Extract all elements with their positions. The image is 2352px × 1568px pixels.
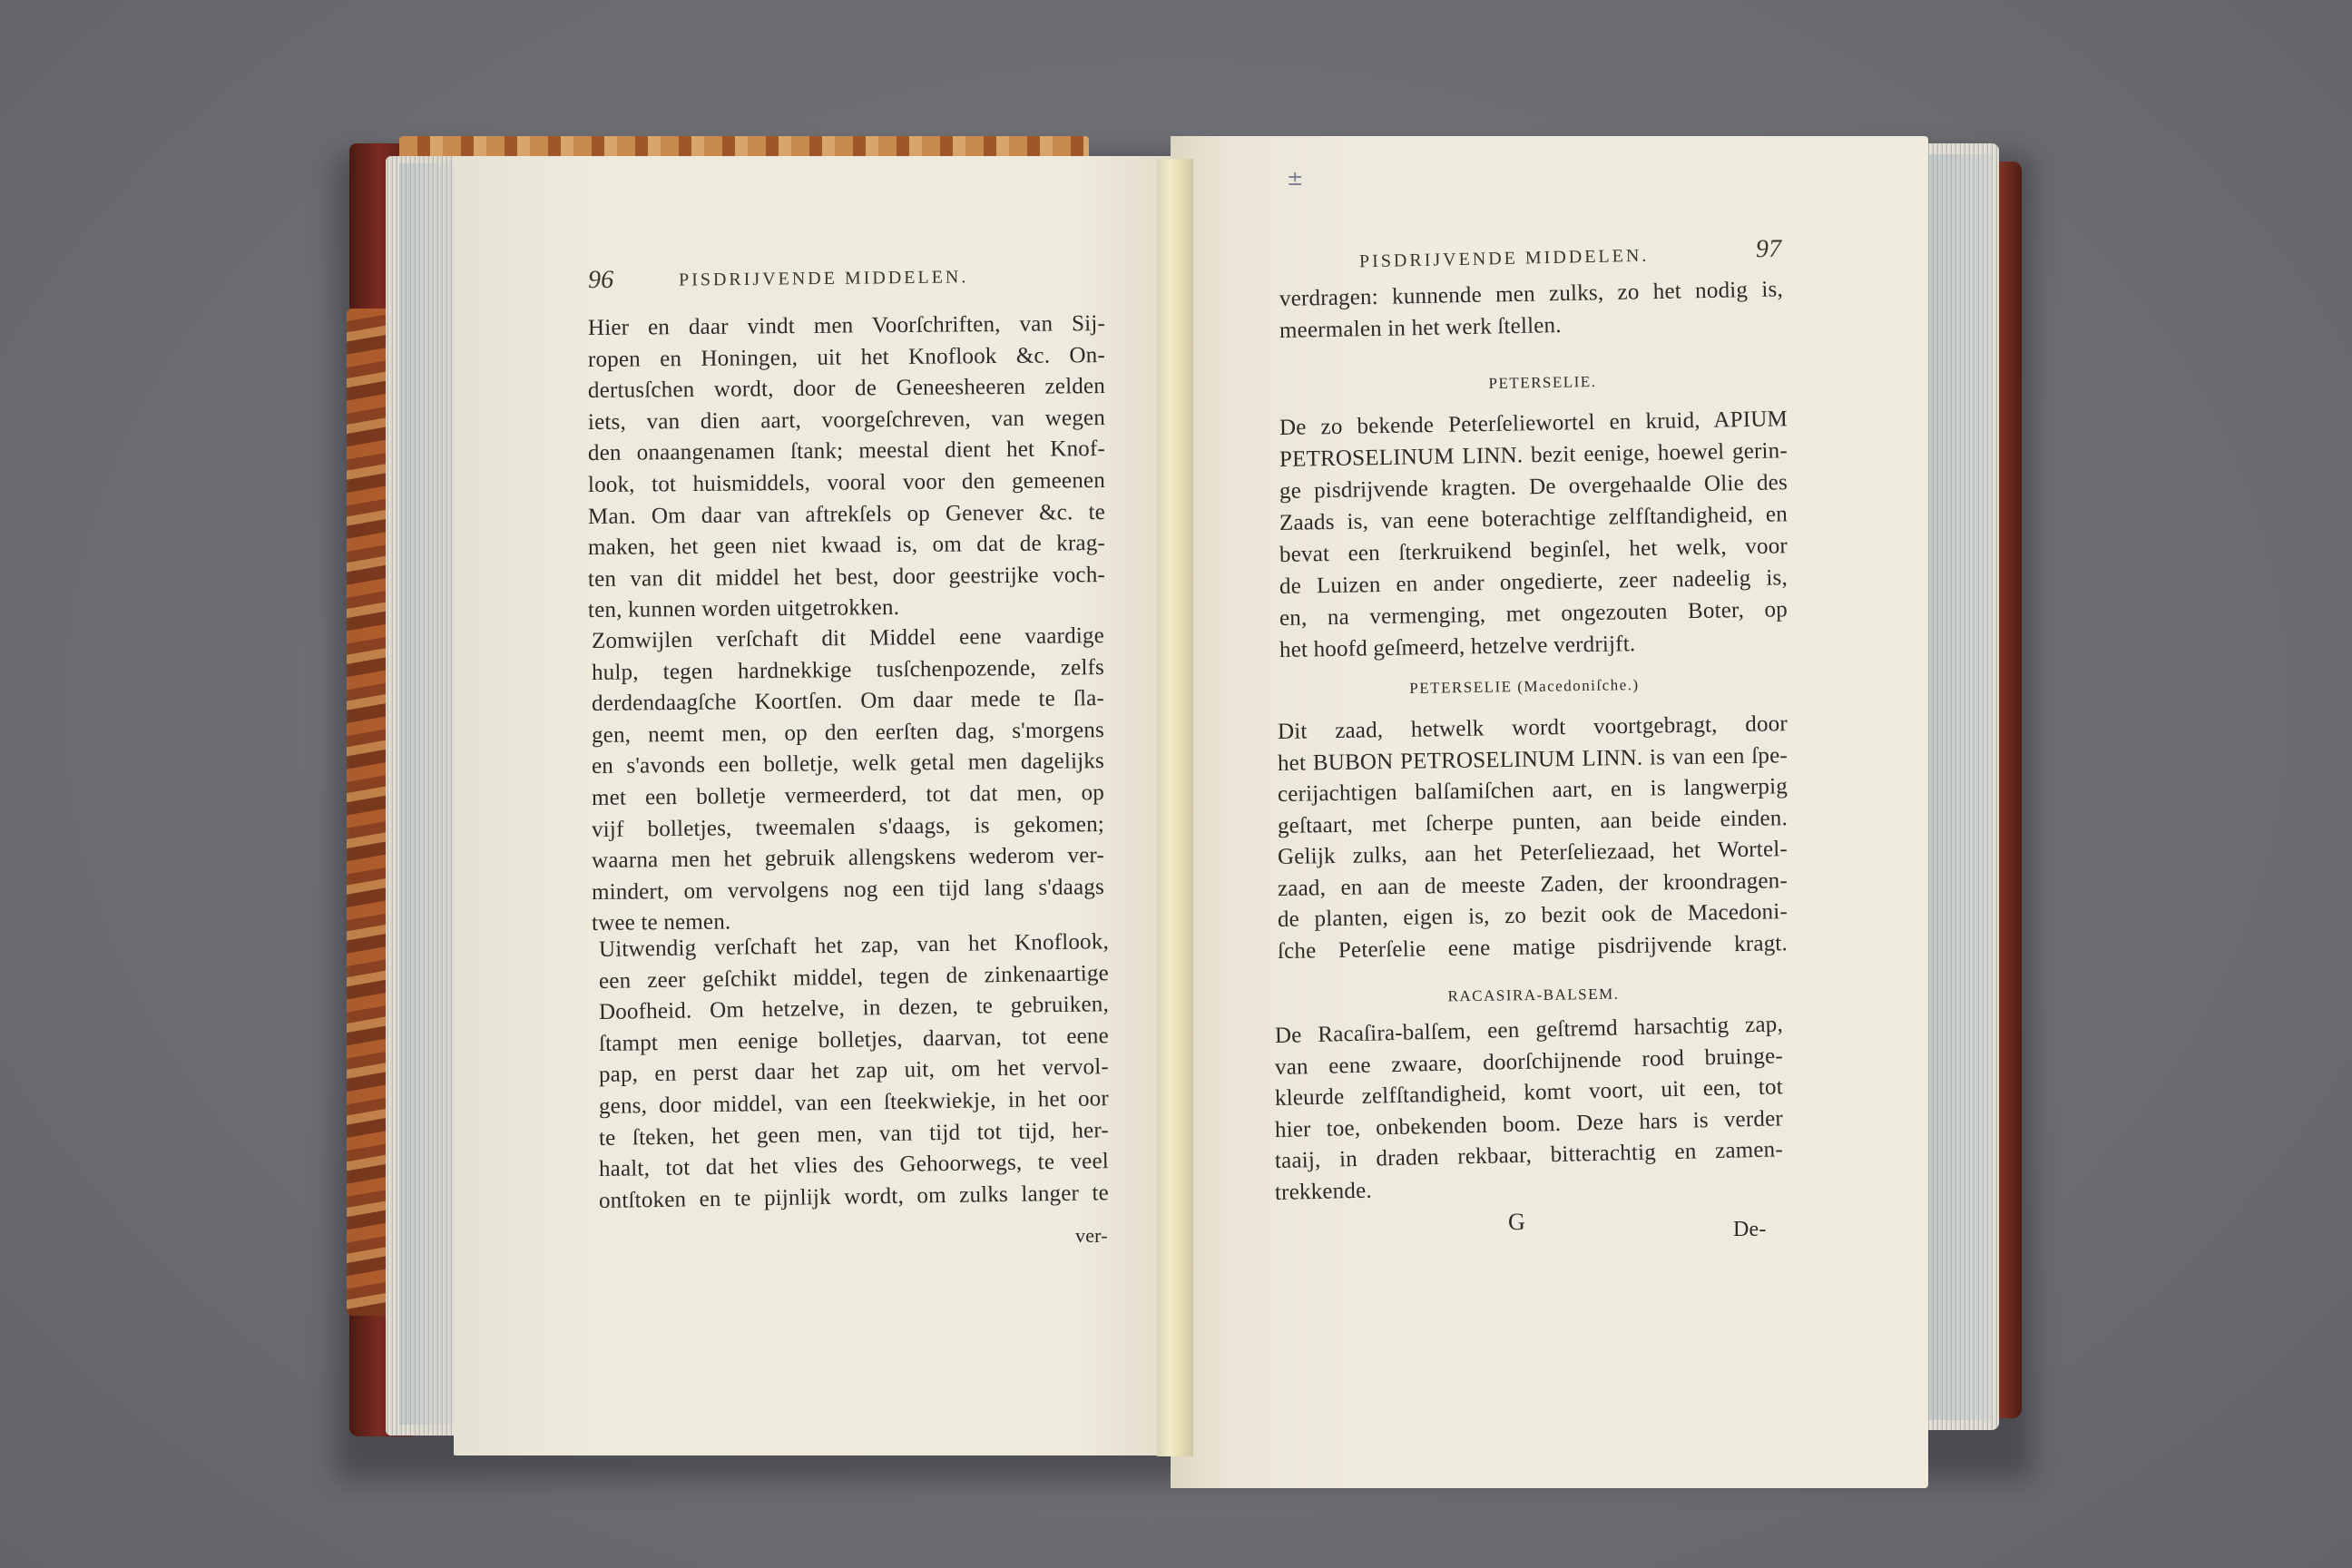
text-line: Zomwijlen verſchaft dit Middel eene vaardige [591,623,1105,653]
text-line: ſtampt men eenige bolletjes, daarvan, tot eene [598,1023,1110,1056]
text-line: Doofheid. Om hetzelve, in dezen, te gebruiken, [598,992,1110,1025]
text-line: en, na vermenging, met ongezouten Boter, op [1279,597,1788,631]
text-line: meermalen in het werk ſtellen. [1279,313,1562,343]
text-line: met een bolletje vermeerderd, tot dat men, op [591,780,1105,810]
text-line: mindert, om vervolgens nog een tijd lang s'daags [591,874,1105,905]
text-line: geſtaart, met ſcherpe punten, aan beide einden. [1277,805,1788,838]
right-catchword: De- [1733,1218,1767,1241]
right-running-head: PISDRIJVENDE MIDDELEN. [1358,245,1650,272]
text-line: twee te nemen. [591,909,731,936]
text-line: het BUBON PETROSELINUM LINN. is van een ſpe- [1277,742,1788,776]
pencil-mark: ± [1287,168,1304,191]
text-line: ge pisdrijvende kragten. De overgehaalde Olie des [1279,470,1788,504]
text-line: haalt, tot dat het vlies des Gehoorwegs, te veel [598,1149,1110,1182]
signature-mark: G [1508,1209,1525,1235]
left-cover-marbling [347,309,390,1316]
text-line: look, tot huismiddels, vooral voor den gemeenen [587,468,1106,497]
text-line: De Racaſira-balſem, een geſtremd harsachtig zap, [1274,1012,1784,1048]
left-page-number: 96 [587,265,614,295]
text-line: pap, en perst daar het zap uit, om het vervol- [598,1054,1110,1088]
text-line: ſche Peterſelie eene matige pisdrijvende kragt. [1277,930,1788,964]
text-line: ropen en Honingen, uit het Knoflook &c. On- [587,342,1106,372]
left-running-head: PISDRIJVENDE MIDDELEN. [678,267,969,290]
text-line: cerijachtigen balſamiſchen aart, en is langwerpig [1277,774,1788,807]
section-heading: PETERSELIE. [1488,372,1597,393]
text-line: de planten, eigen is, zo bezit ook de Macedoni- [1277,899,1788,932]
text-line: zaad, en aan de meeste Zaden, der kroondragen- [1277,867,1788,901]
text-line: De zo bekende Peterſeliewortel en kruid, APIUM [1279,407,1788,440]
text-line: trekkende. [1274,1178,1373,1205]
text-line: ten van dit middel het best, door geestrijke voch- [587,562,1106,592]
text-line: maken, het geen niet kwaad is, om dat de krag- [587,531,1106,561]
text-line: Gelijk zulks, aan het Peterſeliezaad, het Wortel- [1277,837,1788,869]
section-heading: PETERSELIE (Macedoniſche.) [1409,676,1640,697]
text-line: dertusſchen wordt, door de Geneesheeren zelden [587,374,1106,404]
text-line: ten, kunnen worden uitgetrokken. [587,595,900,623]
section-heading: RACASIRA-BALSEM. [1447,985,1620,1005]
text-line: PETROSELINUM LINN. bezit eenige, hoewel gerin- [1279,438,1788,472]
text-line: hulp, tegen hardnekkige tusſchenpozende, zelfs [591,654,1105,685]
text-line: taaij, in draden rekbaar, bitterachtig en zamen- [1274,1137,1784,1173]
right-page-edges-tint [1928,154,1992,1420]
text-line: Zaads is, van eene boterachtige zelfſtandigheid, en [1279,502,1788,535]
text-line: bevat een ſterkruikend beginſel, het welk, voor [1279,534,1788,567]
text-line: waarna men het gebruik allengskens wederom ver- [591,843,1105,874]
text-line: een zeer geſchikt middel, tegen de zinkenaartige [598,960,1110,994]
left-catchword: ver- [1075,1224,1108,1247]
text-line: en s'avonds een bolletje, welk getal men dagelijks [591,749,1105,779]
text-line: de Luizen en ander ongedierte, zeer nadeelig is, [1279,565,1788,599]
text-line: den onaangenamen ſtank; meestal dient het Knof- [587,436,1106,466]
text-line: Uitwendig verſchaft het zap, van het Knoflook, [598,929,1110,962]
left-page-edges-tint [399,163,454,1425]
text-line: vijf bolletjes, tweemalen s'daags, is gekomen; [591,811,1105,842]
text-line: Hier en daar vindt men Voorſchriften, van Sij- [587,311,1106,340]
text-line: Dit zaad, hetwelk wordt voortgebragt, door [1277,711,1788,744]
text-line: Man. Om daar van aftrekſels op Genever &c. te [587,499,1106,529]
text-line: kleurde zelfſtandigheid, komt voort, uit een, tot [1274,1074,1784,1111]
text-line: van eene zwaare, doorſchijnende rood bruinge- [1274,1043,1784,1080]
text-line: derdendaagſche Koortſen. Om daar mede te ſla- [591,686,1105,717]
text-line: het hoofd geſmeerd, hetzelve verdrijft. [1279,632,1636,662]
text-line: iets, van dien aart, voorgeſchreven, van wegen [587,405,1106,435]
text-line: gens, door middel, van een ſteekwiekje, in het oor [598,1086,1110,1119]
text-line: ontſtoken en te pijnlijk wordt, om zulks langer te [598,1180,1110,1213]
text-line: gen, neemt men, op den eerſten dag, s'morgens [591,717,1105,748]
text-line: verdragen: kunnende men zulks, zo het nodig is, [1279,277,1784,311]
text-line: te ſteken, het geen men, van tijd tot tijd, her- [598,1117,1110,1151]
text-line: hier toe, onbekenden boom. Deze hars is verder [1274,1105,1784,1142]
book-gutter [1157,159,1193,1456]
right-page-number: 97 [1755,234,1782,264]
